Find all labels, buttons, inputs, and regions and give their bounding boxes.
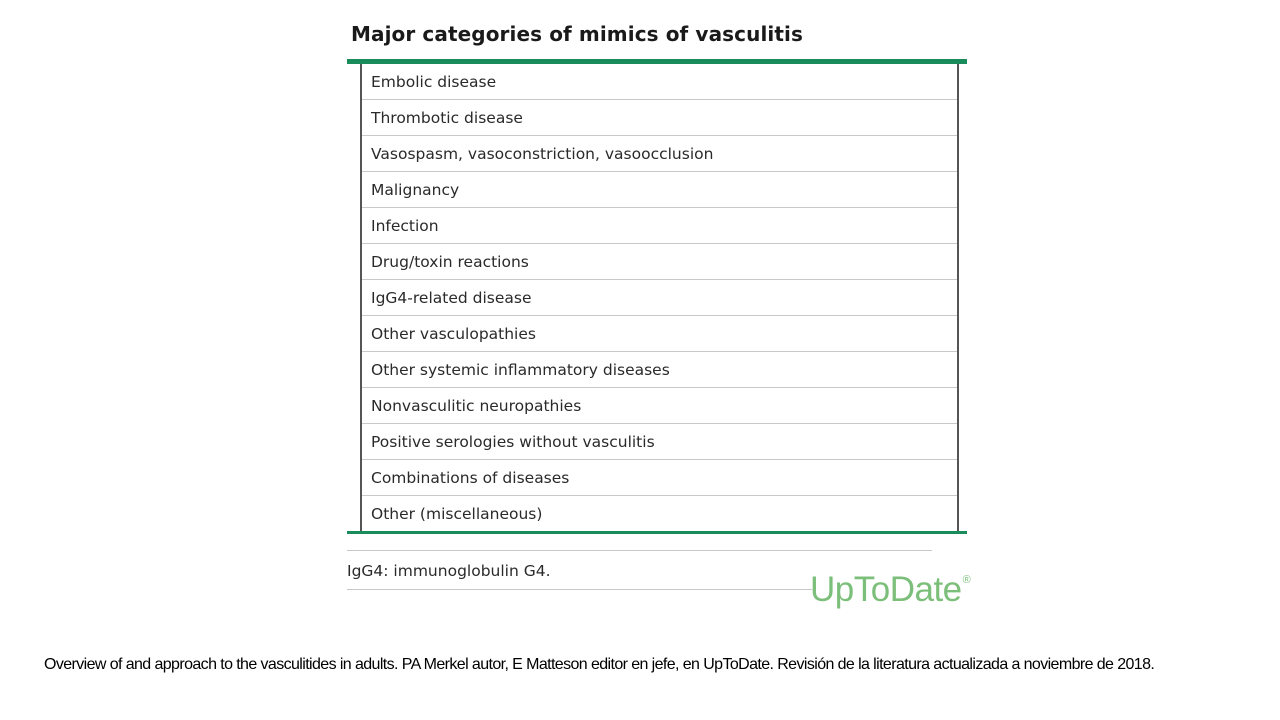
table-body — [360, 64, 959, 531]
table-row: Malignancy — [362, 172, 957, 208]
table-row: Infection — [362, 208, 957, 244]
table-row: Other systemic inflammatory diseases — [362, 352, 957, 388]
table-row: Other vasculopathies — [362, 316, 957, 352]
table-row: Other (miscellaneous) — [371, 504, 543, 523]
footnote-divider-top — [347, 550, 932, 551]
table-row: Combinations of diseases — [362, 460, 957, 496]
logo-text: UpToDate — [810, 570, 962, 609]
table-row: Drug/toxin reactions — [362, 244, 957, 280]
source-citation: Overview of and approach to the vasculitides in adults. PA Merkel autor, E Matteson editor en jefe, en UpToDate. Revisión de la literatura actualizada a noviembre de 2018. — [44, 656, 1155, 673]
uptodate-logo — [810, 570, 970, 610]
table-row: Positive serologies without vasculitis — [362, 424, 957, 460]
table-title: Major categories of mimics of vasculitis — [351, 22, 803, 46]
categories-table — [347, 59, 967, 534]
table-row: Embolic disease — [362, 64, 957, 100]
footnote-divider-bottom — [347, 589, 812, 590]
table-row: Nonvasculitic neuropathies — [362, 388, 957, 424]
table-footnote: IgG4: immunoglobulin G4. — [347, 562, 551, 580]
table-row: Thrombotic disease — [362, 100, 957, 136]
table-row: Vasospasm, vasoconstriction, vasoocclusion — [362, 136, 957, 172]
registered-mark: ® — [962, 574, 971, 586]
table-row: IgG4-related disease — [362, 280, 957, 316]
table-bottom-rule — [347, 531, 967, 534]
